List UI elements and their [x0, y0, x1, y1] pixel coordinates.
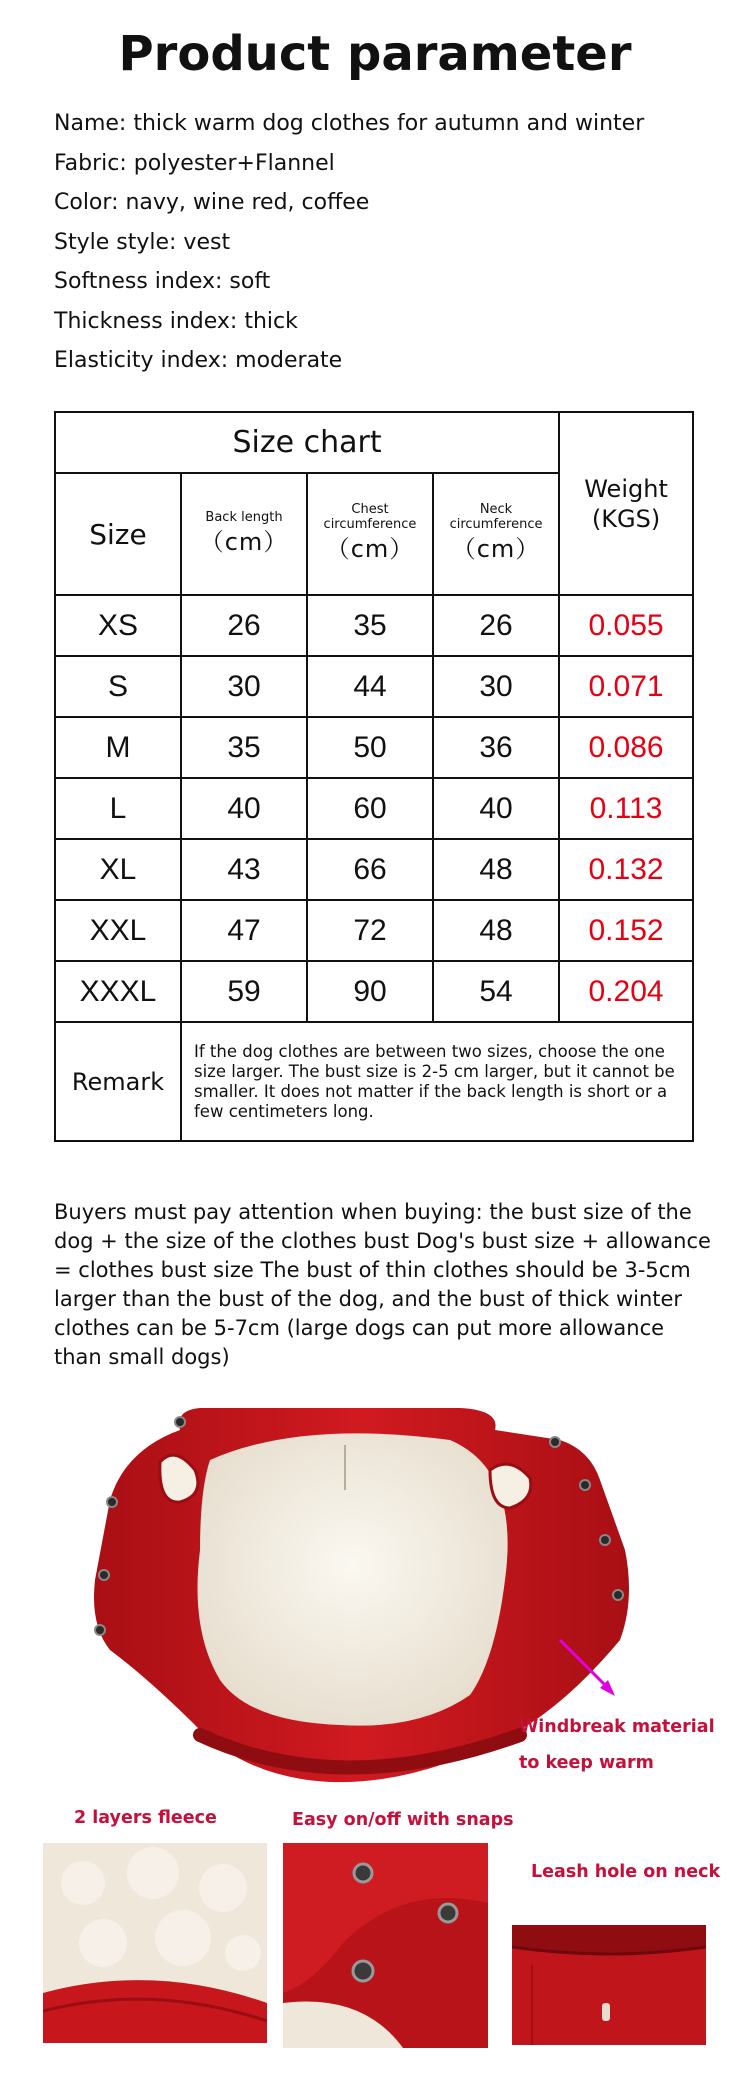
param-name	[54, 104, 644, 144]
weight-cell: 0.204	[559, 961, 693, 1022]
leash-hole-detail-photo	[512, 1925, 706, 2045]
neck-label: Neck circumference	[449, 502, 543, 532]
chest-header	[307, 473, 433, 595]
table-row	[55, 900, 693, 961]
unit-label: （cm）	[451, 535, 541, 563]
table-row	[55, 656, 693, 717]
param-key: Color :	[54, 190, 125, 215]
buyer-note: Buyers must pay attention when buying: the bust size of the dog + the size of the clothes bust Dog's bust size + allowance = clothes bust size The bust of thin clothes should be 3-5cm larger than the bust of the dog, and the bust of thick winter clothes can be 5-7cm (large dogs can put more allowance than small dogs)	[54, 1200, 711, 1369]
size-cell: L	[55, 778, 181, 839]
weight-label: Weight	[584, 474, 668, 503]
param-value: moderate	[235, 348, 343, 373]
back-length-cell: 35	[181, 717, 307, 778]
neck-cell: 48	[433, 839, 559, 900]
leash-callout: Leash hole on neck	[531, 1862, 721, 1882]
weight-unit: (KGS)	[591, 504, 661, 533]
weight-cell: 0.152	[559, 900, 693, 961]
neck-cell: 36	[433, 717, 559, 778]
param-value: soft	[229, 269, 271, 294]
param-elasticity	[54, 341, 644, 381]
neck-cell: 40	[433, 778, 559, 839]
back-length-cell: 59	[181, 961, 307, 1022]
param-key: Elasticity index :	[54, 348, 235, 373]
snaps-callout: Easy on/off with snaps	[292, 1810, 514, 1830]
table-row	[55, 839, 693, 900]
unit-label: （cm）	[325, 535, 415, 563]
back-length-label: Back length	[205, 509, 283, 525]
table-row	[55, 595, 693, 656]
neck-header	[433, 473, 559, 595]
size-chart-caption: Size chart	[55, 412, 559, 473]
weight-cell: 0.055	[559, 595, 693, 656]
weight-cell: 0.132	[559, 839, 693, 900]
size-cell: S	[55, 656, 181, 717]
weight-cell: 0.086	[559, 717, 693, 778]
back-length-cell: 43	[181, 839, 307, 900]
back-length-cell: 40	[181, 778, 307, 839]
table-row	[55, 717, 693, 778]
weight-cell: 0.071	[559, 656, 693, 717]
size-cell: XXXL	[55, 961, 181, 1022]
product-parameters	[54, 104, 644, 381]
param-softness	[54, 262, 644, 302]
size-cell: XXL	[55, 900, 181, 961]
param-style	[54, 223, 644, 263]
chest-cell: 50	[307, 717, 433, 778]
param-value: polyester+Flannel	[133, 150, 335, 176]
size-cell: M	[55, 717, 181, 778]
fleece-detail-photo	[43, 1843, 267, 2043]
size-chart-table	[54, 411, 694, 1142]
weight-header	[559, 412, 693, 595]
remark-label: Remark	[55, 1022, 181, 1141]
param-key: Softness index :	[54, 269, 229, 294]
param-key: Name :	[54, 111, 133, 136]
armhole-right	[490, 1464, 531, 1508]
param-key: Style style :	[54, 230, 183, 255]
leash-hole-icon	[602, 2003, 610, 2021]
param-key: Fabric :	[54, 151, 134, 176]
chest-cell: 90	[307, 961, 433, 1022]
remark-row	[55, 1022, 693, 1141]
back-length-cell: 47	[181, 900, 307, 961]
size-header: Size	[55, 473, 181, 595]
param-color	[54, 183, 644, 223]
back-length-cell: 30	[181, 656, 307, 717]
chest-cell: 44	[307, 656, 433, 717]
chest-cell: 60	[307, 778, 433, 839]
back-length-header	[181, 473, 307, 595]
chest-cell: 72	[307, 900, 433, 961]
snap-icon	[439, 1904, 457, 1922]
neck-cell: 26	[433, 595, 559, 656]
fleece-callout: 2 layers fleece	[74, 1808, 217, 1828]
unit-label: （cm）	[199, 527, 289, 556]
windbreak-callout-line1: Windbreak material	[519, 1717, 715, 1737]
remark-text: If the dog clothes are between two sizes, choose the one size larger. The bust size is 2-5 cm larger, but it cannot be smaller. It does not matter if the back length is short or a few centimeters long.	[181, 1022, 693, 1141]
chest-cell: 35	[307, 595, 433, 656]
param-fabric	[54, 144, 644, 184]
page-title: Product parameter	[118, 26, 632, 82]
snaps-detail-photo	[283, 1843, 488, 2048]
chest-cell: 66	[307, 839, 433, 900]
param-value: thick	[244, 308, 298, 334]
neck-cell: 54	[433, 961, 559, 1022]
param-value: navy, wine red, coffee	[125, 190, 370, 215]
weight-cell: 0.113	[559, 778, 693, 839]
param-key: Thickness index :	[54, 309, 244, 334]
chest-label: Chest circumference	[323, 502, 417, 532]
size-cell: XS	[55, 595, 181, 656]
size-cell: XL	[55, 839, 181, 900]
table-row	[55, 961, 693, 1022]
back-length-cell: 26	[181, 595, 307, 656]
snap-icon	[354, 1864, 372, 1882]
neck-cell: 30	[433, 656, 559, 717]
windbreak-callout-line2: to keep warm	[519, 1753, 654, 1773]
param-value: vest	[183, 229, 231, 255]
param-value: thick warm dog clothes for autumn and winter	[133, 111, 645, 136]
neck-cell: 48	[433, 900, 559, 961]
table-row	[55, 778, 693, 839]
param-thickness	[54, 302, 644, 342]
snap-icon	[353, 1961, 373, 1981]
